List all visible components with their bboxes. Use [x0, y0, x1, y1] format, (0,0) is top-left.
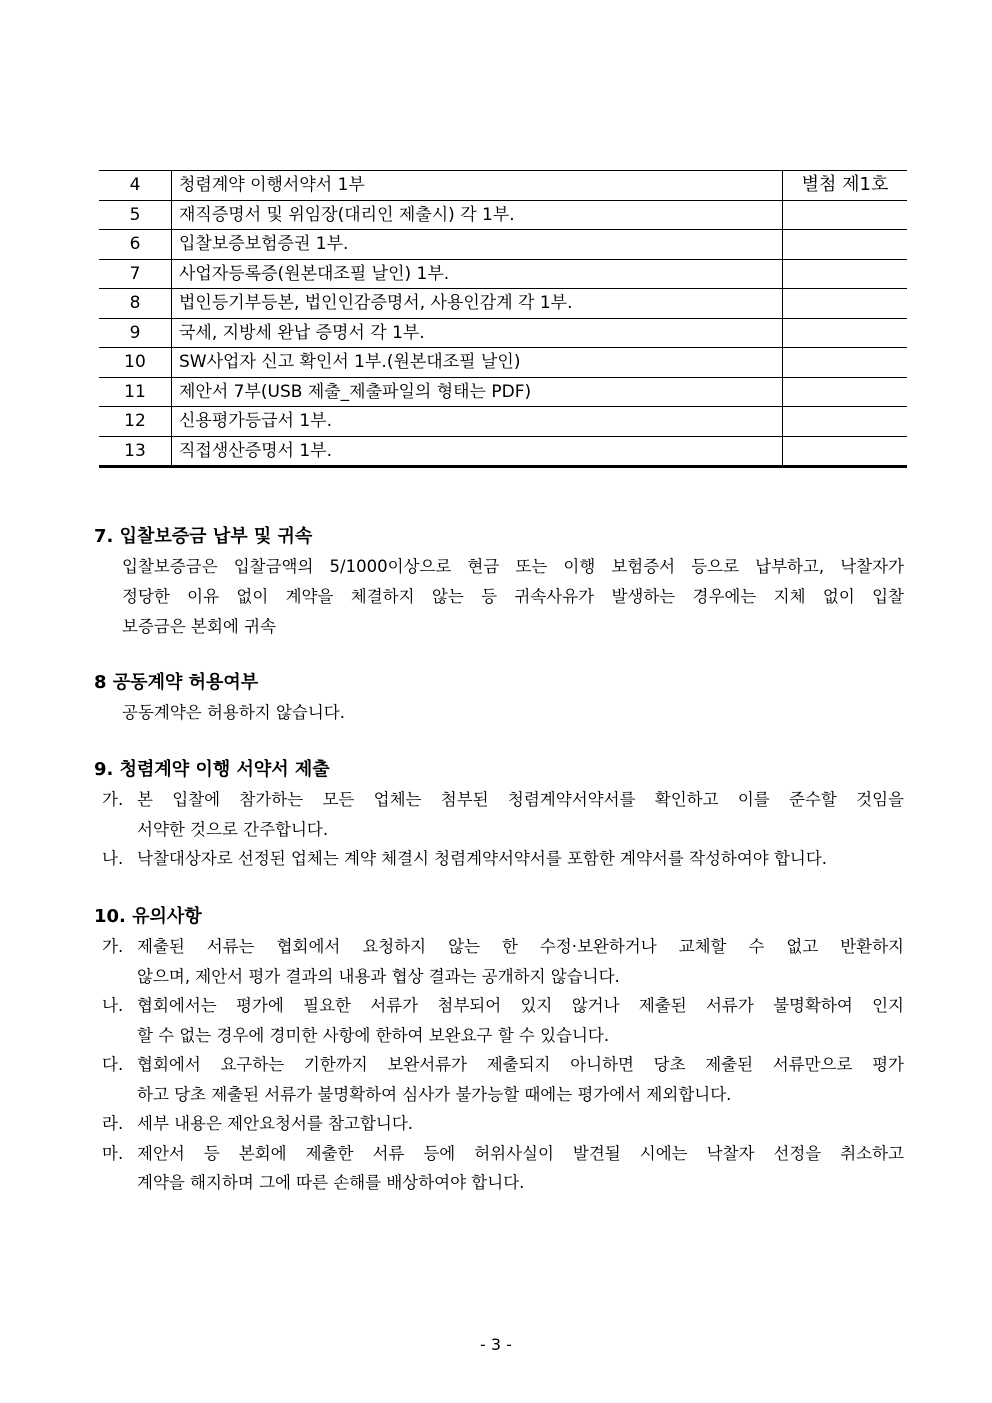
row-number: 8 [99, 289, 172, 319]
row-item: 제안서 7부(USB 제출_제출파일의 형태는 PDF) [172, 377, 783, 407]
list-item [94, 1139, 904, 1198]
row-number: 9 [99, 318, 172, 348]
row-item: 청렴계약 이행서약서 1부 [172, 171, 783, 201]
row-number: 13 [99, 436, 172, 467]
list-line: 할 수 없는 경우에 경미한 사항에 한하여 보완요구 할 수 있습니다. [137, 1025, 610, 1045]
list-item [94, 1050, 904, 1109]
table-row [99, 200, 907, 230]
paragraph-line: 보증금은 본회에 귀속 [122, 617, 276, 636]
row-note [783, 230, 908, 260]
section-title: 8 공동계약 허용여부 [94, 672, 259, 693]
list-line: 협회에서 요구하는 기한까지 보완서류가 제출되지 아니하면 당초 제출된 서류만으로 평가 [137, 1055, 904, 1074]
row-item: 국세, 지방세 완납 증명서 각 1부. [172, 318, 783, 348]
table-row [99, 407, 907, 437]
list-line: 제출된 서류는 협회에서 요청하지 않는 한 수정·보완하거나 교체할 수 없고 반환하지 [137, 937, 904, 956]
row-number: 10 [99, 348, 172, 378]
list-item [94, 844, 904, 874]
table-row [99, 289, 907, 319]
list-item [94, 932, 904, 991]
paragraph-line: 입찰보증금은 입찰금액의 5/1000이상으로 현금 또는 이행 보험증서 등으로 납부하고, 낙찰자가 [122, 557, 904, 576]
list-line: 서약한 것으로 간주합니다. [137, 819, 329, 839]
row-number: 4 [99, 171, 172, 201]
list-marker: 다. [102, 1055, 124, 1074]
table-row [99, 318, 907, 348]
row-number: 12 [99, 407, 172, 437]
section-joint-contract [94, 668, 904, 728]
row-item: SW사업자 신고 확인서 1부.(원본대조필 날인) [172, 348, 783, 378]
row-item: 신용평가등급서 1부. [172, 407, 783, 437]
table-row [99, 259, 907, 289]
list-line: 하고 당초 제출된 서류가 불명확하여 심사가 불가능할 때에는 평가에서 제외합니다. [137, 1084, 732, 1104]
section-title: 10. 유의사항 [94, 906, 202, 927]
section-text: 공동계약은 허용하지 않습니다. [122, 703, 345, 722]
list-marker: 나. [102, 996, 124, 1015]
section-integrity-pledge [94, 755, 904, 874]
table-row [99, 171, 907, 201]
row-note [783, 259, 908, 289]
list-line: 제안서 등 본회에 제출한 서류 등에 허위사실이 발견될 시에는 낙찰자 선정을 취소하고 [137, 1143, 904, 1163]
row-note [783, 200, 908, 230]
row-item: 직접생산증명서 1부. [172, 436, 783, 467]
table-row [99, 436, 907, 467]
list-item [94, 1109, 904, 1139]
table-row [99, 348, 907, 378]
list-item [94, 991, 904, 1050]
row-note [783, 348, 908, 378]
row-item: 법인등기부등본, 법인인감증명서, 사용인감계 각 1부. [172, 289, 783, 319]
list-line: 계약을 해지하며 그에 따른 손해를 배상하여야 합니다. [137, 1173, 525, 1192]
page-number: - 3 - [480, 1335, 512, 1354]
list-line: 낙찰대상자로 선정된 업체는 계약 체결시 청렴계약서약서를 포함한 계약서를 작성하여야 합니다. [137, 849, 828, 868]
list-marker: 라. [102, 1114, 124, 1133]
row-item: 입찰보증보험증권 1부. [172, 230, 783, 260]
list-marker: 가. [102, 937, 124, 956]
row-item: 재직증명서 및 위임장(대리인 제출시) 각 1부. [172, 200, 783, 230]
section-notes [94, 902, 904, 1198]
row-number: 6 [99, 230, 172, 260]
list-line: 세부 내용은 제안요청서를 참고합니다. [137, 1114, 414, 1133]
list-line: 본 입찰에 참가하는 모든 업체는 첨부된 청렴계약서약서를 확인하고 이를 준수할 것임을 [137, 790, 904, 809]
table-row [99, 377, 907, 407]
row-note [783, 436, 908, 467]
list-marker: 나. [102, 849, 124, 868]
section-paragraph [94, 552, 904, 642]
list-marker: 마. [102, 1143, 124, 1163]
submission-documents-table [99, 170, 907, 468]
list-line: 협회에서는 평가에 필요한 서류가 첨부되어 있지 않거나 제출된 서류가 불명확하여 인지 [137, 996, 904, 1015]
section-title: 7. 입찰보증금 납부 및 귀속 [94, 526, 313, 547]
row-note [783, 407, 908, 437]
table-row [99, 230, 907, 260]
row-number: 11 [99, 377, 172, 407]
list-item [94, 785, 904, 844]
row-note [783, 289, 908, 319]
section-title: 9. 청렴계약 이행 서약서 제출 [94, 759, 330, 780]
row-item: 사업자등록증(원본대조필 날인) 1부. [172, 259, 783, 289]
paragraph-line: 정당한 이유 없이 계약을 체결하지 않는 등 귀속사유가 발생하는 경우에는 지체 없이 입찰 [122, 587, 904, 606]
list-line: 않으며, 제안서 평가 결과의 내용과 협상 결과는 공개하지 않습니다. [137, 966, 620, 986]
section-bid-bond [94, 522, 904, 642]
row-note [783, 318, 908, 348]
row-note: 별첨 제1호 [783, 171, 908, 201]
row-note [783, 377, 908, 407]
row-number: 7 [99, 259, 172, 289]
list-marker: 가. [102, 790, 124, 809]
row-number: 5 [99, 200, 172, 230]
